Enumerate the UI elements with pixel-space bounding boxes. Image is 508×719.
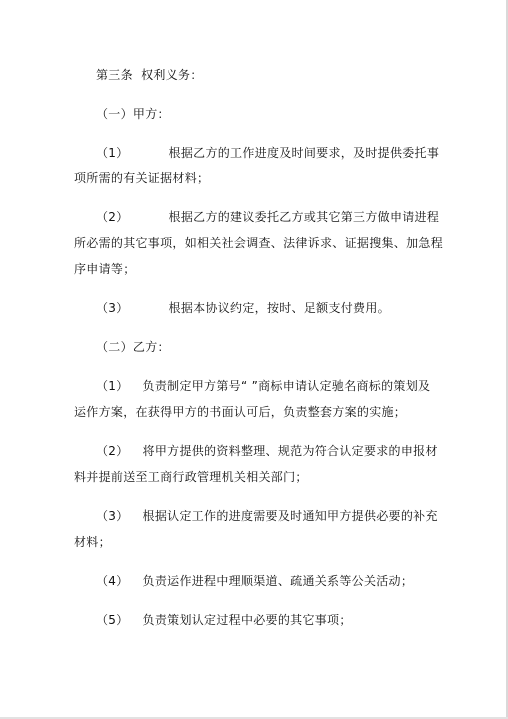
party-a-item-3: [96, 301, 390, 315]
party-a-item-1: [96, 146, 439, 160]
party-a-title: （一）甲方：: [96, 107, 170, 121]
item-text: 负责运作进程中理顺渠道、疏通关系等公关活动；: [142, 574, 414, 588]
party-b-item-1: [96, 379, 430, 393]
item-text: 根据乙方的建议委托乙方或其它第三方做申请进程: [168, 210, 440, 224]
party-b-title: （二）乙方：: [96, 340, 170, 354]
item-text: 根据乙方的工作进度及时间要求，及时提供委托事: [168, 146, 440, 160]
item-text: 负责制定甲方第号“ ”商标申请认定驰名商标的策划及: [142, 379, 431, 393]
item-text: 负责策划认定过程中必要的其它事项；: [142, 613, 352, 627]
party-b-item-1-continuation: 运作方案，在获得甲方的书面认可后，负责整套方案的实施；: [74, 405, 407, 419]
item-number: （3）: [96, 301, 129, 315]
party-a-item-2: [96, 210, 439, 224]
party-b-item-5: [96, 613, 352, 627]
party-a-item-2-continuation-2: 序申请等；: [74, 262, 136, 276]
item-text: 根据认定工作的进度需要及时通知甲方提供必要的补充: [142, 509, 438, 523]
item-number: （5）: [96, 613, 129, 627]
party-b-item-4: [96, 574, 413, 588]
item-number: （2）: [96, 210, 129, 224]
item-text: 将甲方提供的资料整理、规范为符合认定要求的申报材: [142, 444, 438, 458]
party-a-item-2-continuation-1: 所必需的其它事项，如相关社会调查、法律诉求、证据搜集、加急程: [74, 236, 444, 250]
party-b-item-2-continuation: 料并提前送至工商行政管理机关相关部门；: [74, 470, 308, 484]
party-b-item-3-continuation: 材料；: [74, 535, 111, 549]
party-b-item-2: [96, 444, 438, 458]
party-a-item-1-continuation: 项所需的有关证据材料；: [74, 171, 210, 185]
item-number: （4）: [96, 574, 129, 588]
item-number: （1）: [96, 146, 129, 160]
item-number: （3）: [96, 509, 129, 523]
article-heading: 第三条 权利义务：: [96, 68, 203, 82]
party-b-item-3: [96, 509, 438, 523]
item-text: 根据本协议约定，按时、足额支付费用。: [168, 301, 390, 315]
item-number: （1）: [96, 379, 129, 393]
item-number: （2）: [96, 444, 129, 458]
